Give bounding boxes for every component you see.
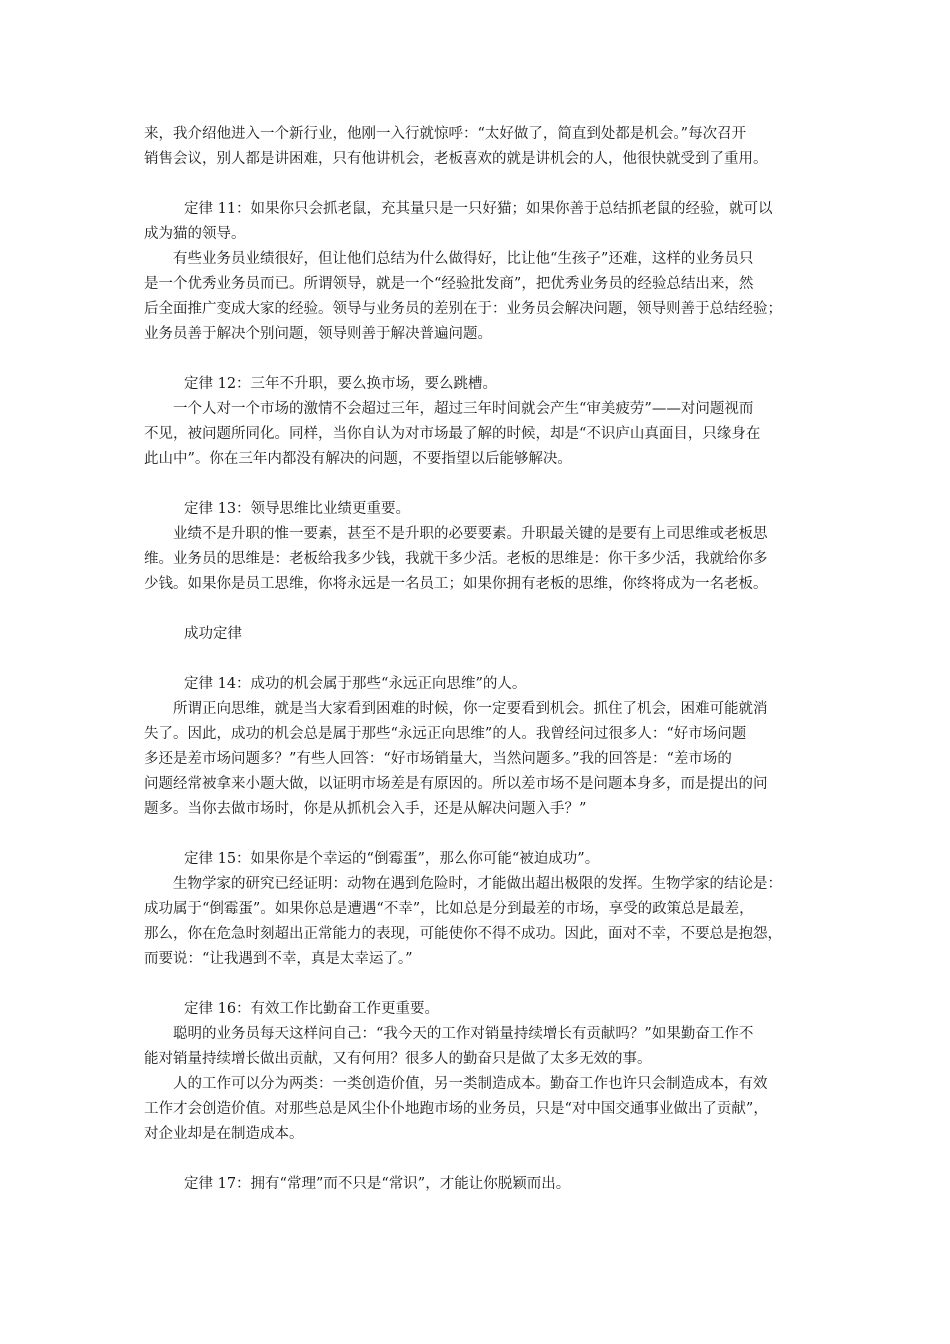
rule-heading [144,847,824,872]
text-line: 不见，被问题所同化。同样，当你自认为对市场最了解的时候，却是“不识庐山真面目，只缘身在 [144,426,761,442]
text-line: 少钱。如果你是员工思维，你将永远是一名员工；如果你拥有老板的思维，你终将成为一名老板。 [144,576,768,592]
text-line: 业务员善于解决个别问题，领导则善于解决普遍问题。 [144,326,492,342]
text-line: 是一个优秀业务员而已。所谓领导，就是一个“经验批发商”，把优秀业务员的经验总结出来，然 [144,276,754,292]
text-line: 失了。因此，成功的机会总是属于那些“永远正向思维”的人。我曾经问过很多人：“好市场问题 [144,726,747,742]
text-line: 成为猫的领导。 [144,226,246,242]
text-line: 人的工作可以分为两类：一类创造价值，另一类制造成本。勤奋工作也许只会制造成本，有效 [173,1076,768,1092]
text-line: 销售会议，别人都是讲困难，只有他讲机会，老板喜欢的就是讲机会的人，他很快就受到了重用。 [144,151,768,167]
paragraph [144,122,824,172]
text-line: 所谓正向思维，就是当大家看到困难的时候，你一定要看到机会。抓住了机会，困难可能就消 [173,701,768,717]
text-line: 多还是差市场问题多？”有些人回答：“好市场销量大，当然问题多。”我的回答是：“差市场的 [144,751,732,767]
paragraph-spacer [144,1147,824,1172]
paragraph [144,247,824,347]
paragraph-spacer [144,822,824,847]
paragraph-spacer [144,972,824,997]
text-line: 业绩不是升职的惟一要素，甚至不是升职的必要要素。升职最关键的是要有上司思维或老板思 [173,526,768,542]
text-line: 定律 12：三年不升职，要么换市场，要么跳槽。 [184,376,498,392]
text-line: 能对销量持续增长做出贡献，又有何用？很多人的勤奋只是做了太多无效的事。 [144,1051,652,1067]
text-line: 定律 16：有效工作比勤奋工作更重要。 [184,1001,440,1017]
paragraph [144,1072,824,1147]
paragraph-spacer [144,347,824,372]
paragraph [144,397,824,472]
text-line: 生物学家的研究已经证明：动物在遇到危险时，才能做出超出极限的发挥。生物学家的结论是： [173,876,782,892]
text-line: 定律 14：成功的机会属于那些“永远正向思维”的人。 [184,676,527,692]
text-line: 定律 13：领导思维比业绩更重要。 [184,501,411,517]
rule-heading [144,1172,824,1197]
text-line: 一个人对一个市场的激情不会超过三年，超过三年时间就会产生“审美疲劳”——对问题视而 [173,401,754,417]
paragraph [144,872,824,972]
text-line: 对企业却是在制造成本。 [144,1126,304,1142]
paragraph [144,697,824,822]
rule-heading [144,672,824,697]
rule-heading [144,622,824,647]
text-line: 成功定律 [184,626,242,642]
text-line: 定律 15：如果你是个幸运的“倒霉蛋”，那么你可能“被迫成功”。 [184,851,600,867]
text-line: 那么，你在危急时刻超出正常能力的表现，可能使你不得不成功。因此，面对不幸，不要总是抱怨， [144,926,782,942]
paragraph-spacer [144,597,824,622]
text-line: 题多。当你去做市场时，你是从抓机会入手，还是从解决问题入手？” [144,801,587,817]
text-line: 而要说：“让我遇到不幸，真是太幸运了。” [144,951,413,967]
paragraph-spacer [144,172,824,197]
paragraph-spacer [144,647,824,672]
text-line: 后全面推广变成大家的经验。领导与业务员的差别在于：业务员会解决问题，领导则善于总结经验； [144,301,782,317]
text-line: 问题经常被拿来小题大做，以证明市场差是有原因的。所以差市场不是问题本身多，而是提出的问 [144,776,768,792]
paragraph-spacer [144,472,824,497]
rule-heading [144,997,824,1022]
document-body [144,122,824,1197]
text-line: 维。业务员的思维是：老板给我多少钱，我就干多少活。老板的思维是：你干多少活，我就给你多 [144,551,768,567]
text-line: 来，我介绍他进入一个新行业，他刚一入行就惊呼：“太好做了，简直到处都是机会。”每次召开 [144,126,747,142]
text-line: 定律 17：拥有“常理”而不只是“常识”，才能让你脱颖而出。 [184,1176,571,1192]
paragraph [144,522,824,597]
rule-heading [144,497,824,522]
text-line: 定律 11：如果你只会抓老鼠，充其量只是一只好猫；如果你善于总结抓老鼠的经验，就可以 [184,201,773,217]
rule-heading [144,372,824,397]
text-line: 有些业务员业绩很好，但让他们总结为什么做得好，比让他“生孩子”还难，这样的业务员只 [173,251,754,267]
paragraph [144,1022,824,1072]
text-line: 成功属于“倒霉蛋”。如果你总是遭遇“不幸”，比如总是分到最差的市场，享受的政策总是最差， [144,901,754,917]
text-line: 工作才会创造价值。对那些总是风尘仆仆地跑市场的业务员，只是“对中国交通事业做出了贡献”， [144,1101,768,1117]
text-line: 聪明的业务员每天这样问自己：“我今天的工作对销量持续增长有贡献吗？”如果勤奋工作不 [173,1026,754,1042]
rule-heading [144,197,824,247]
text-line: 此山中”。你在三年内都没有解决的问题，不要指望以后能够解决。 [144,451,572,467]
